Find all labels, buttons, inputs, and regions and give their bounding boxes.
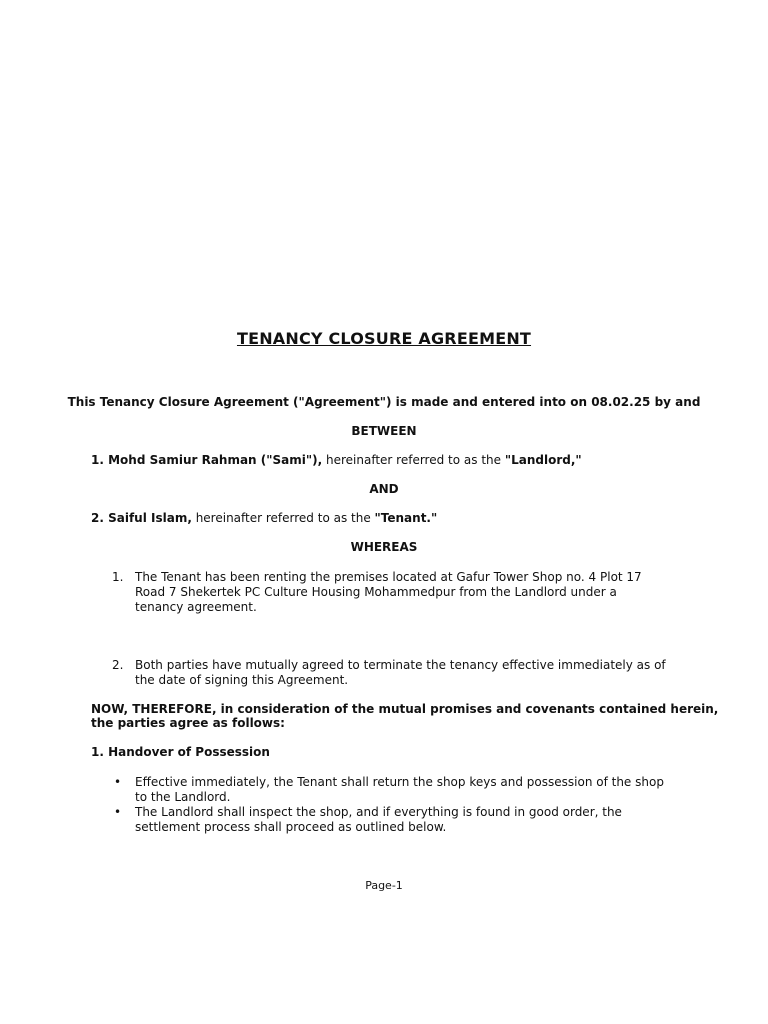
party-1-line <box>91 453 582 468</box>
now-therefore-line: NOW, THEREFORE, in consideration of the mutual promises and covenants contained herein, <box>91 702 719 716</box>
between-heading: BETWEEN <box>351 424 417 438</box>
bullet-line: settlement process shall proceed as outlined below. <box>135 820 447 834</box>
bullet-icon: • <box>114 805 122 819</box>
section-1-heading: 1. Handover of Possession <box>91 745 270 759</box>
party-2-line <box>91 511 437 526</box>
party-2-name: 2. Saiful Islam, <box>91 511 192 525</box>
document-title: TENANCY CLOSURE AGREEMENT <box>236 329 532 348</box>
bullet-line: to the Landlord. <box>135 790 231 804</box>
whereas-heading: WHEREAS <box>350 540 418 554</box>
whereas-item-line: The Tenant has been renting the premises located at Gafur Tower Shop no. 4 Plot 17 <box>135 570 642 584</box>
and-heading: AND <box>369 482 399 496</box>
whereas-item-number: 1. <box>112 570 124 584</box>
party-2-role: "Tenant." <box>374 511 438 525</box>
bullet-line: Effective immediately, the Tenant shall return the shop keys and possession of the shop <box>135 775 664 789</box>
now-therefore-line: the parties agree as follows: <box>91 716 285 730</box>
party-1-role: "Landlord," <box>504 453 582 467</box>
party-1-name: 1. Mohd Samiur Rahman ("Sami"), <box>91 453 323 467</box>
bullet-line: The Landlord shall inspect the shop, and if everything is found in good order, the <box>135 805 622 819</box>
whereas-item-line: tenancy agreement. <box>135 600 257 614</box>
whereas-item-line: Road 7 Shekertek PC Culture Housing Mohammedpur from the Landlord under a <box>135 585 617 599</box>
intro-paragraph: This Tenancy Closure Agreement ("Agreement") is made and entered into on 08.02.25 by and <box>67 395 701 409</box>
party-1-referral: hereinafter referred to as the <box>322 453 505 467</box>
whereas-item-line: the date of signing this Agreement. <box>135 673 349 687</box>
party-2-referral: hereinafter referred to as the <box>191 511 375 525</box>
bullet-icon: • <box>114 775 122 789</box>
page-number: Page-1 <box>365 879 403 892</box>
whereas-item-line: Both parties have mutually agreed to terminate the tenancy effective immediately as of <box>135 658 666 672</box>
whereas-item-number: 2. <box>112 658 124 672</box>
